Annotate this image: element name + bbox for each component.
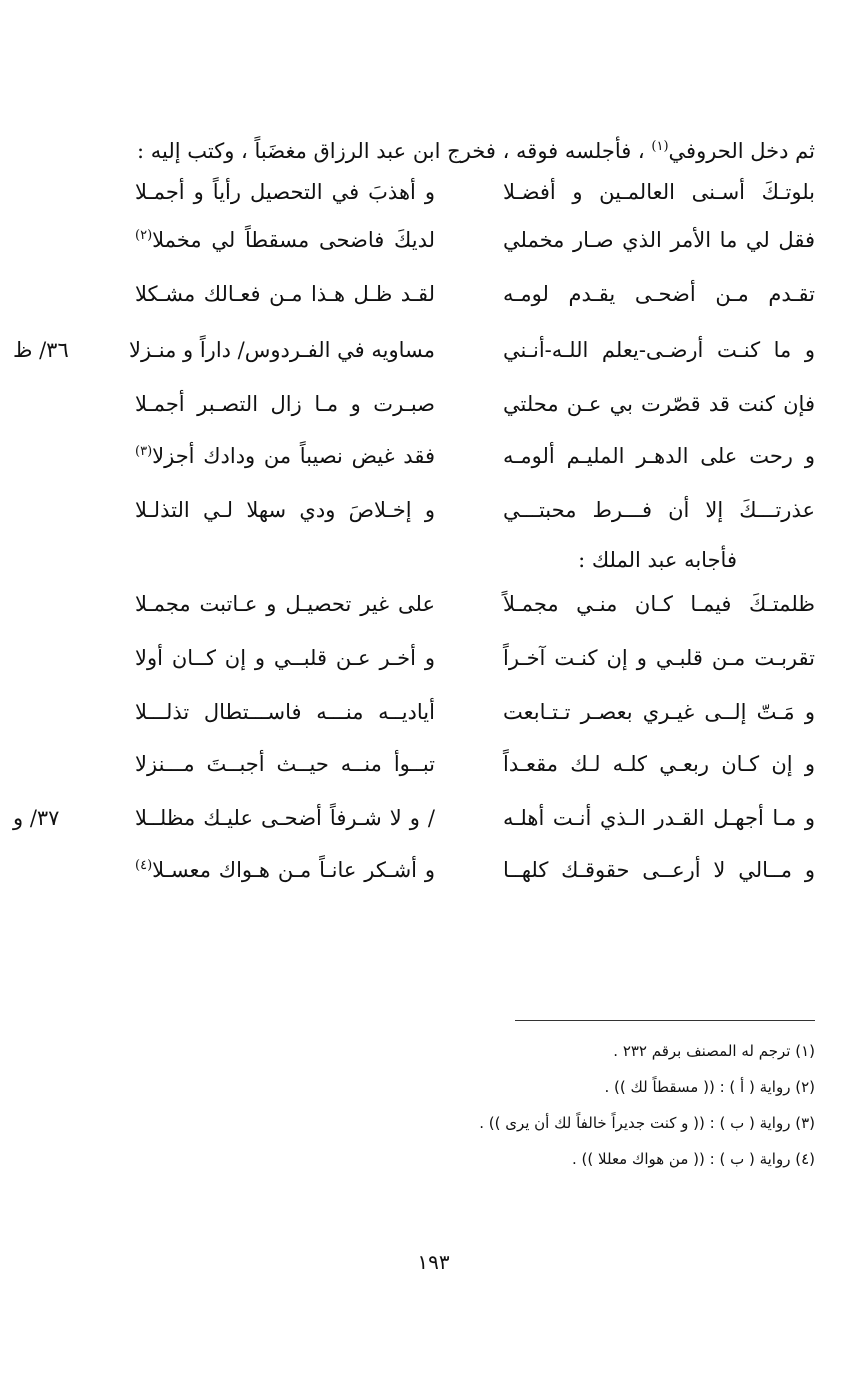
footnote-ref-4: (٤) <box>135 858 153 873</box>
hemistich-second: تبــوأ منــه حيــث أجبــتَ مـــنزلا <box>135 752 435 776</box>
folio-marker: ٣٧/ و <box>13 806 60 830</box>
reply-heading: فأجابه عبد الملك : <box>578 548 737 572</box>
verse-3 <box>45 278 815 318</box>
hemistich-second: صبـرت و مـا زال التصـبر أجمـلا <box>135 392 435 416</box>
intro-text-before: ثم دخل الحروفي <box>668 139 815 163</box>
hemistich-first: و إن كـان ربعـي كلـه لـك مقعـداً <box>503 752 815 776</box>
hemistich-second: مساويه في الفـردوس/ داراً و منـزلا <box>129 338 435 362</box>
hemistich-first: و مـا أجهـل القـدر الـذي أنـت أهلـه <box>503 806 815 830</box>
verse-7 <box>45 494 815 534</box>
verse-2 <box>45 224 815 264</box>
hemistich-first: و رحت على الدهـر المليـم ألومـه <box>503 444 815 468</box>
hemistich-first: و مَـتّ إلــى غيـري بعصـر تـتـابعت <box>503 700 815 724</box>
hemistich-second: فقد غيض نصيباً من ودادك أجزلا$^{(٣)}$ <box>135 444 435 468</box>
verse-5 <box>45 388 815 428</box>
hemistich-second: أياديــه منـــه فاســـتطال تذلـــلا <box>135 700 435 724</box>
footnote-1: (١) ترجم له المصنف برقم ٢٣٢ . <box>613 1042 815 1060</box>
verse-6 <box>45 440 815 480</box>
hemistich-second: و أهذبَ في التحصيل رأياً و أجمـلا <box>135 180 435 204</box>
hemistich-first: و مــالي لا أرعــى حقوقـك كلهــا <box>503 858 815 882</box>
hemistich-first: فقل لي ما الأمر الذي صـار مخملي <box>503 228 815 252</box>
intro-text-after: ، فأجلسه فوقه ، فخرج ابن عبد الرزاق مغضَباً ، وكتب إليه : <box>137 139 652 163</box>
verse-4 <box>13 334 815 374</box>
footnote-ref-2: (٢) <box>135 228 153 243</box>
footnote-2: (٢) رواية ( أ ) : (( مسقطاً لك )) . <box>604 1078 815 1096</box>
verse-13 <box>45 854 815 894</box>
intro-line <box>45 128 815 170</box>
footnote-ref-1: (١) <box>651 139 669 154</box>
page-number: ١٩٣ <box>417 1250 450 1274</box>
folio-marker: ٣٦/ ظ <box>13 338 69 362</box>
hemistich-first: تقـدم مـن أضحـى يقـدم لومـه <box>503 282 815 306</box>
verse-12 <box>13 802 815 842</box>
hemistich-second: لقـد ظـل هـذا مـن فعـالك مشـكلا <box>135 282 435 306</box>
hemistich-first: و ما كنـت أرضـى-يعلم اللـه-أنـني <box>503 338 815 362</box>
hemistich-second: لديكَ فاضحى مسقطاً لي مخملا$^{(٢)}$ <box>135 228 435 252</box>
verse-11 <box>45 748 815 788</box>
verse-8 <box>45 588 815 628</box>
footnote-ref-3: (٣) <box>135 444 153 459</box>
hemistich-first: تقربـت مـن قلبـي و إن كنـت آخـراً <box>503 646 815 670</box>
footnote-3: (٣) رواية ( ب ) : (( و كنت جديراً خالفاً لك أن يرى )) . <box>479 1114 815 1132</box>
hemistich-second: و أخـر عـن قلبــي و إن كــان أولا <box>135 646 435 670</box>
hemistich-first: عذرتـــكَ إلا أن فـــرط محبتـــي <box>503 498 815 522</box>
verse-1 <box>45 176 815 216</box>
hemistich-second: / و لا شـرفاً أضحـى عليـك مظلــلا <box>135 806 435 830</box>
hemistich-second: و إخـلاصَ ودي سهلا لـي التذلـلا <box>135 498 435 522</box>
footnote-divider <box>515 1020 815 1021</box>
hemistich-first: ظلمتـكَ فيمـا كـان منـي مجمـلاً <box>503 592 815 616</box>
hemistich-first: فإن كنت قد قصّرت بي عـن محلتي <box>503 392 815 416</box>
hemistich-first: بلوتـكَ أسـنى العالمـين و أفضـلا <box>503 180 815 204</box>
verse-9 <box>45 642 815 682</box>
verse-10 <box>45 696 815 736</box>
hemistich-second: على غير تحصيـل و عـاتبت مجمـلا <box>135 592 435 616</box>
footnote-4: (٤) رواية ( ب ) : (( من هواك معللا )) . <box>572 1150 815 1168</box>
hemistich-second: و أشـكر عانـاً مـن هـواك معسـلا$^{(٤)}$ <box>135 858 435 882</box>
